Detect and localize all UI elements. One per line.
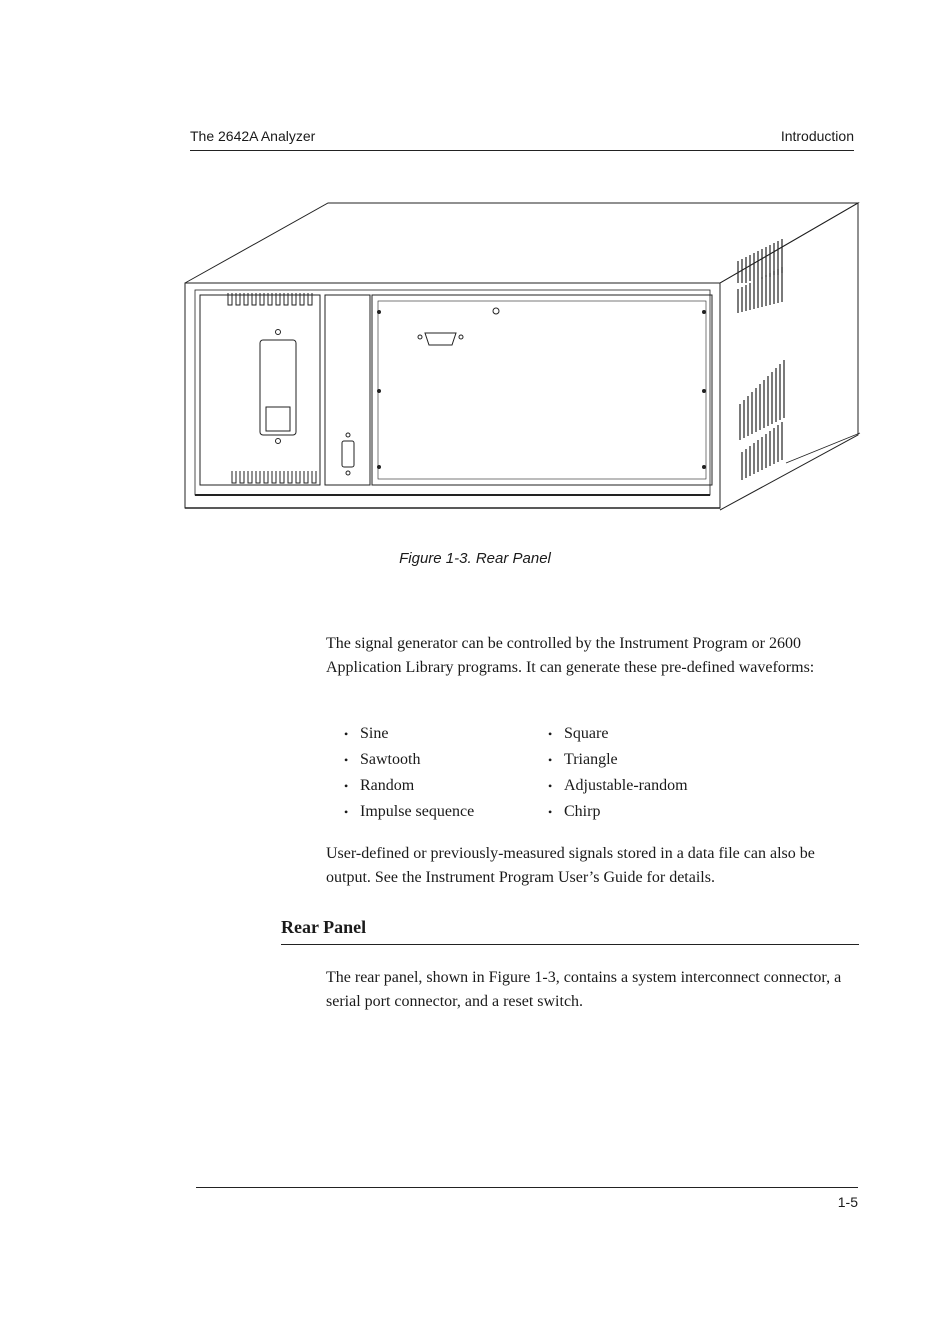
waveform-list-right (548, 721, 688, 825)
figure-caption: Figure 1-3. Rear Panel (399, 550, 551, 567)
list-item: • Adjustable-random (548, 773, 688, 799)
page-number: 1-5 (837, 1194, 858, 1210)
running-head-chapter: Introduction (780, 128, 854, 144)
user-defined-paragraph: User-defined or previously-measured signals stored in a data file can also be output. See the Instrument Program User’s Guide for details. (326, 845, 815, 886)
running-head-title: The 2642A Analyzer (190, 128, 316, 144)
footer-rule (196, 1187, 858, 1188)
list-item: • Square (548, 721, 688, 747)
intro-paragraph: The signal generator can be controlled by the Instrument Program or 2600 Application Library programs. It can generate these pre-defined waveforms: (326, 635, 815, 676)
waveform-list-left (344, 721, 474, 825)
section-rule (281, 944, 859, 945)
list-item: • Chirp (548, 799, 688, 825)
list-item: • Random (344, 773, 474, 799)
list-item: • Sine (344, 721, 474, 747)
list-item: • Sawtooth (344, 747, 474, 773)
rear-panel-illustration (180, 195, 870, 520)
header-rule (190, 150, 854, 151)
list-item: • Triangle (548, 747, 688, 773)
rear-panel-paragraph: The rear panel, shown in Figure 1-3, contains a system interconnect connector, a serial port connector, and a reset switch. (326, 969, 842, 1010)
list-item: • Impulse sequence (344, 799, 474, 825)
section-heading: Rear Panel (281, 917, 367, 937)
